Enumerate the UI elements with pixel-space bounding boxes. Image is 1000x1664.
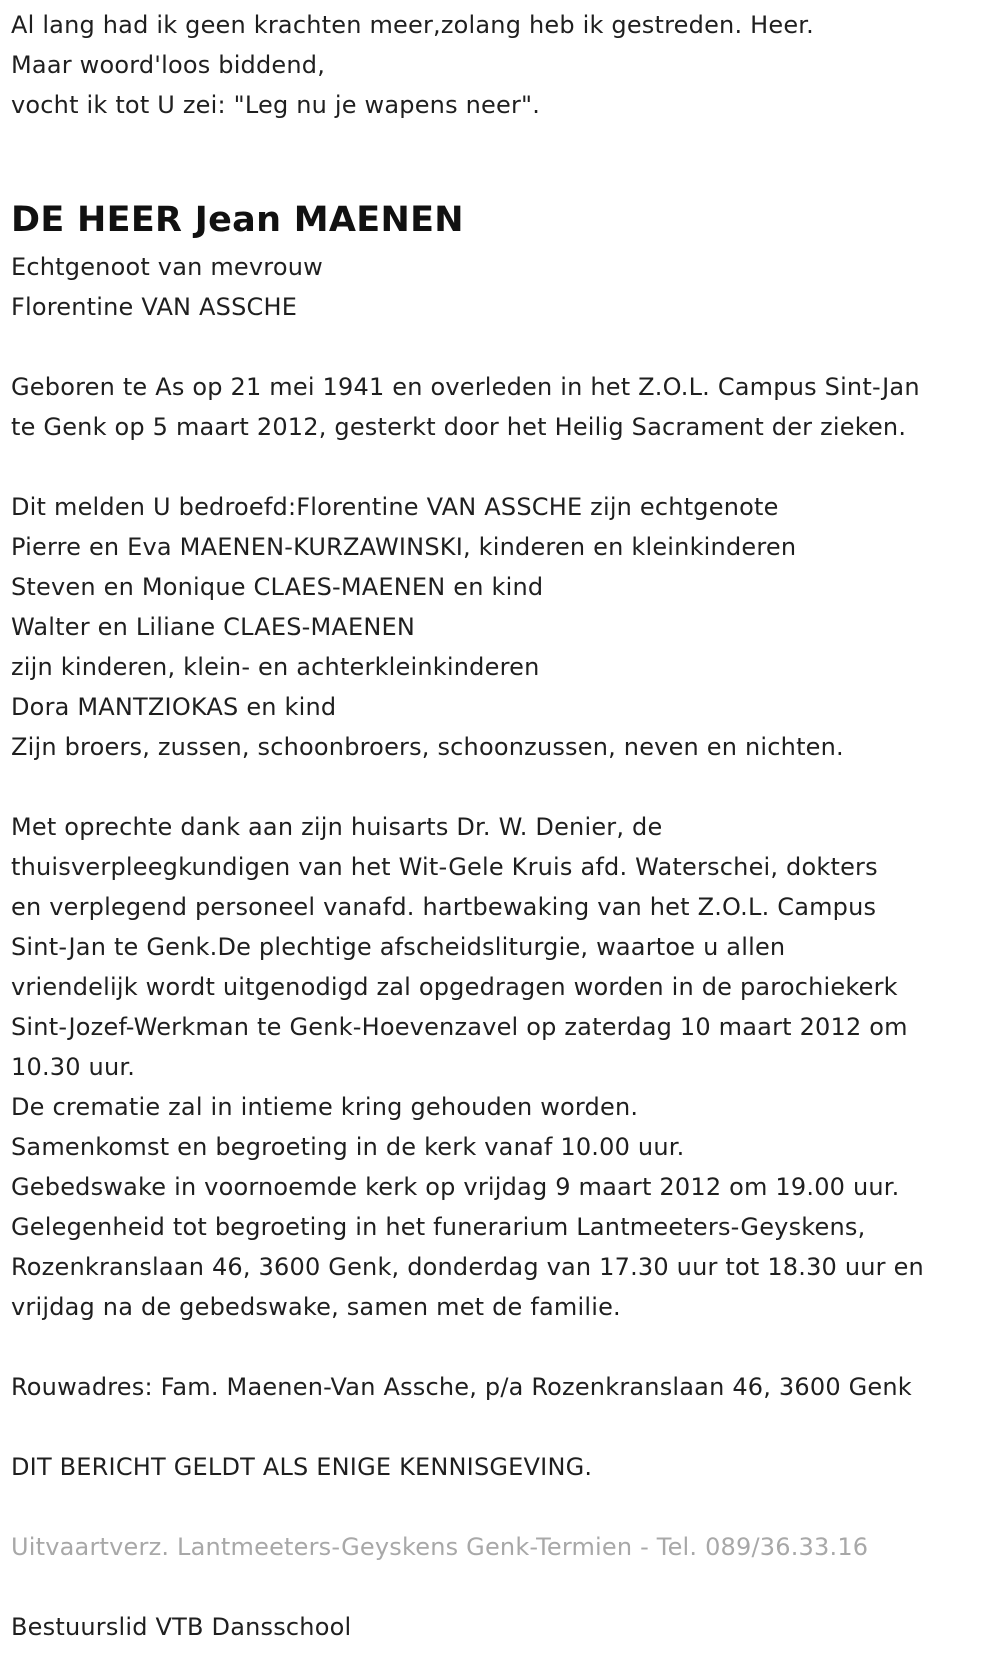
mourning-address: Rouwadres: Fam. Maenen-Van Assche, p/a Rozenkranslaan 46, 3600 Genk [11, 1373, 912, 1401]
deceased-name: DE HEER Jean MAENEN [11, 200, 464, 240]
ceremony-line: Gelegenheid tot begroeting in het funerarium Lantmeeters-Geyskens, [11, 1213, 866, 1241]
ceremony-line: Rozenkranslaan 46, 3600 Genk, donderdag van 17.30 uur tot 18.30 uur en [11, 1253, 924, 1281]
birth-death-line: Geboren te As op 21 mei 1941 en overleden in het Z.O.L. Campus Sint-Jan [11, 373, 920, 401]
undertaker-contact: Uitvaartverz. Lantmeeters-Geyskens Genk-Termien - Tel. 089/36.33.16 [11, 1533, 869, 1561]
poem-line: vocht ik tot U zei: "Leg nu je wapens neer". [11, 91, 541, 119]
family-line: Steven en Monique CLAES-MAENEN en kind [11, 573, 544, 601]
birth-death-line: te Genk op 5 maart 2012, gesterkt door het Heilig Sacrament der zieken. [11, 413, 907, 441]
obituary-notice [11, 0, 996, 1647]
ceremony-line: vriendelijk wordt uitgenodigd zal opgedragen worden in de parochiekerk [11, 973, 898, 1001]
family-line: Dit melden U bedroefd:Florentine VAN ASSCHE zijn echtgenote [11, 493, 779, 521]
ceremony-line: De crematie zal in intieme kring gehouden worden. [11, 1093, 639, 1121]
ceremony-line: Sint-Jozef-Werkman te Genk-Hoevenzavel op zaterdag 10 maart 2012 om [11, 1013, 908, 1041]
family-line: Dora MANTZIOKAS en kind [11, 693, 337, 721]
poem-block [11, 5, 996, 125]
family-line: Walter en Liliane CLAES-MAENEN [11, 613, 416, 641]
footer-note: Bestuurslid VTB Dansschool [11, 1613, 352, 1641]
spouse-line: Echtgenoot van mevrouw [11, 253, 323, 281]
notice-statement: DIT BERICHT GELDT ALS ENIGE KENNISGEVING. [11, 1453, 593, 1481]
ceremony-line: en verplegend personeel vanafd. hartbewaking van het Z.O.L. Campus [11, 893, 877, 921]
ceremony-block [11, 807, 996, 1327]
poem-line: Al lang had ik geen krachten meer,zolang heb ik gestreden. Heer. [11, 11, 814, 39]
spouse-name: Florentine VAN ASSCHE [11, 293, 298, 321]
ceremony-line: Samenkomst en begroeting in de kerk vanaf 10.00 uur. [11, 1133, 685, 1161]
family-line: Zijn broers, zussen, schoonbroers, schoonzussen, neven en nichten. [11, 733, 844, 761]
ceremony-line: 10.30 uur. [11, 1053, 136, 1081]
ceremony-line: Gebedswake in voornoemde kerk op vrijdag 9 maart 2012 om 19.00 uur. [11, 1173, 900, 1201]
family-block [11, 487, 996, 767]
poem-line: Maar woord'loos biddend, [11, 51, 326, 79]
ceremony-line: Sint-Jan te Genk.De plechtige afscheidsliturgie, waartoe u allen [11, 933, 786, 961]
family-line: zijn kinderen, klein- en achterkleinkinderen [11, 653, 540, 681]
birth-death-block [11, 367, 996, 447]
ceremony-line: vrijdag na de gebedswake, samen met de familie. [11, 1293, 621, 1321]
ceremony-line: thuisverpleegkundigen van het Wit-Gele Kruis afd. Waterschei, dokters [11, 853, 878, 881]
family-line: Pierre en Eva MAENEN-KURZAWINSKI, kinderen en kleinkinderen [11, 533, 797, 561]
ceremony-line: Met oprechte dank aan zijn huisarts Dr. W. Denier, de [11, 813, 663, 841]
